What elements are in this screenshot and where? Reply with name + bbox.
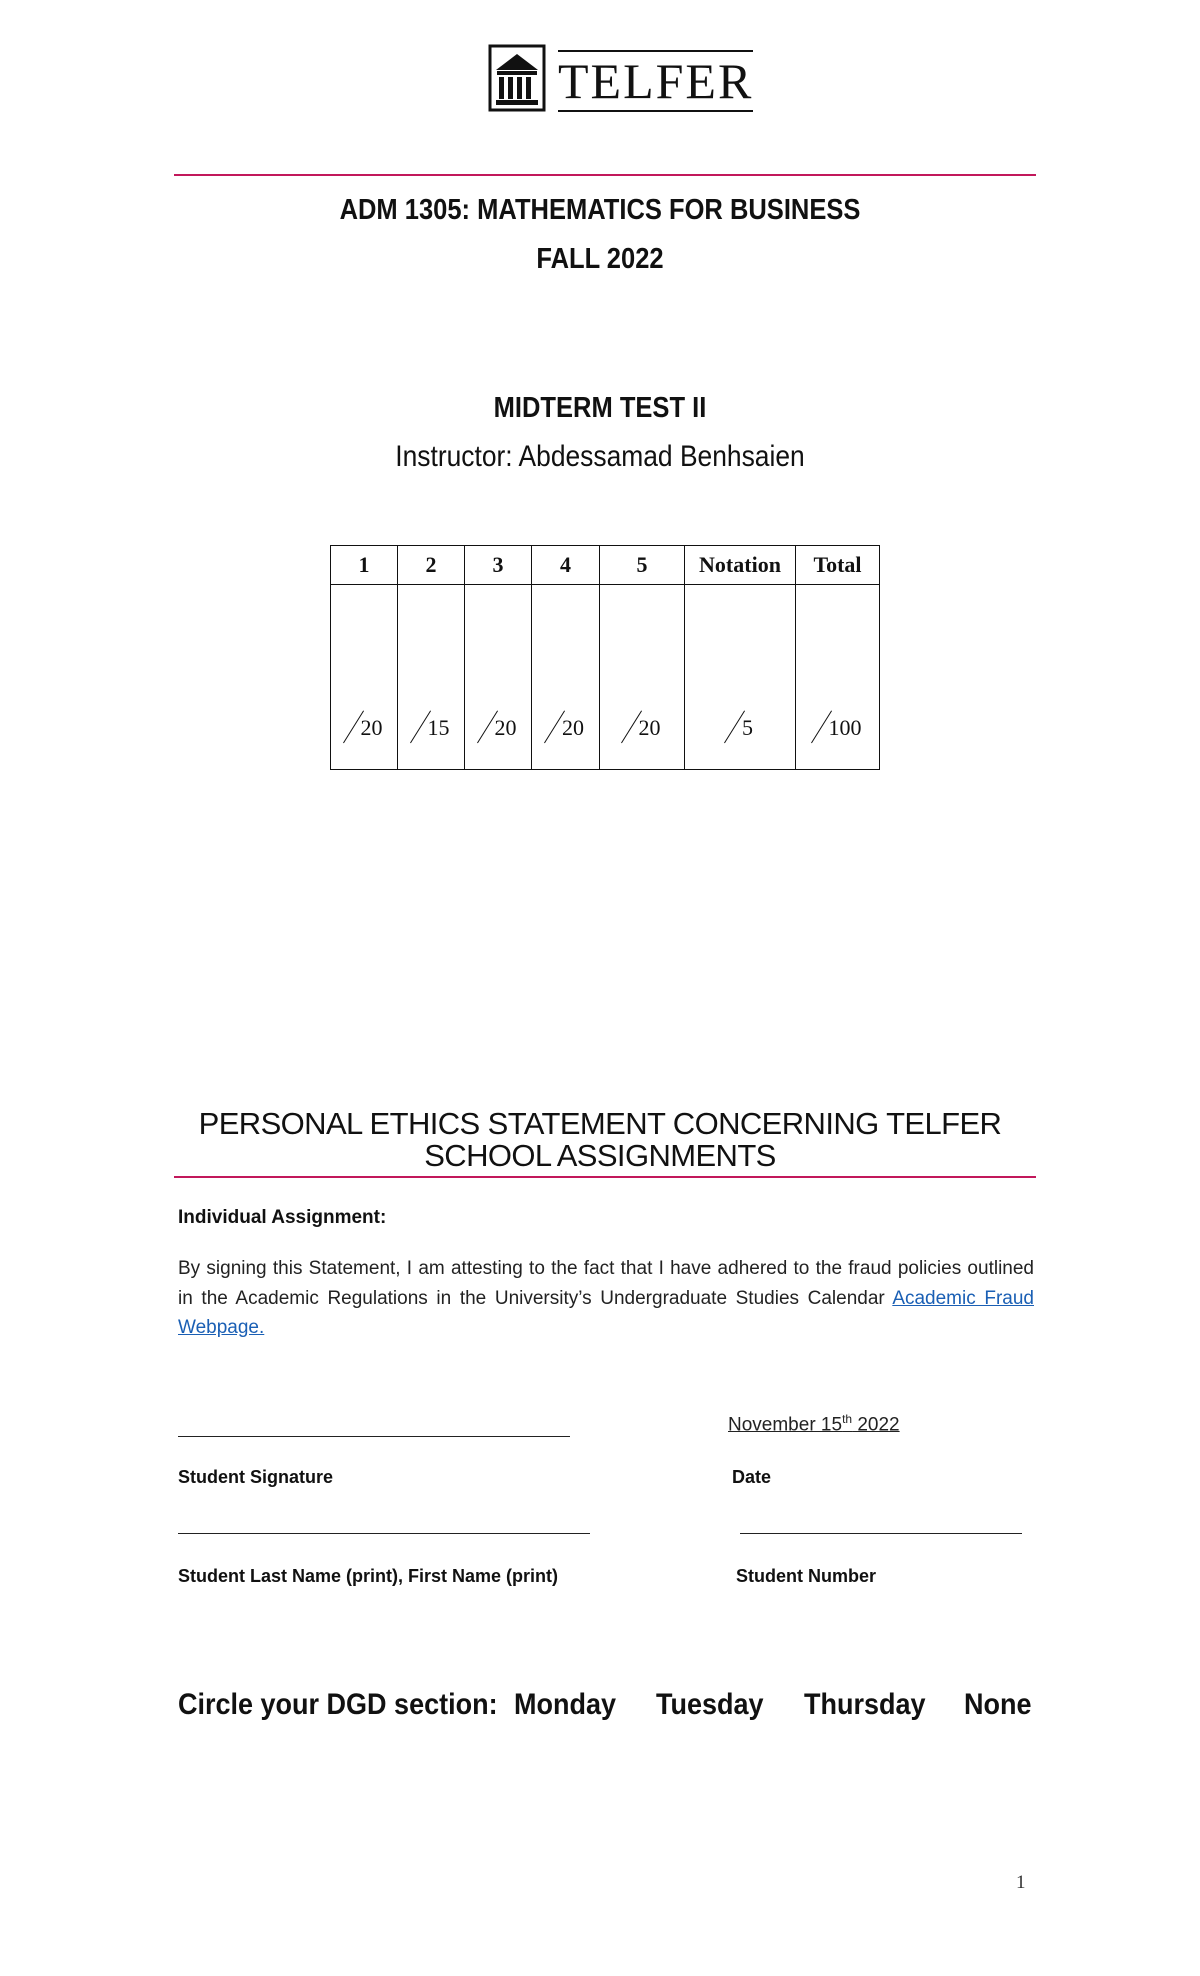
ethics-body-text: By signing this Statement, I am attesting to the fact that I have adhered to the fraud policies outlined in the Academic Regulations in the University’s Undergraduate Studies Calendar <box>178 1258 1034 1309</box>
slash-mark <box>480 709 494 743</box>
marks-header-row <box>331 546 880 585</box>
max-score-q4: 20 <box>562 715 584 740</box>
marks-header-q1: 1 <box>331 546 398 585</box>
score-cell-q1[interactable] <box>331 585 398 770</box>
dgd-option-tuesday[interactable]: Tuesday <box>656 1688 764 1721</box>
individual-assignment-label: Individual Assignment: <box>178 1207 387 1228</box>
score-cell-q4[interactable] <box>532 585 600 770</box>
course-title-text: ADM 1305: MATHEMATICS FOR BUSINESS <box>339 194 861 226</box>
term-text: FALL 2022 <box>536 243 664 275</box>
date-sup: th <box>842 1412 853 1426</box>
score-cell-total[interactable] <box>796 585 880 770</box>
slash-mark <box>624 709 638 743</box>
ethics-body <box>178 1254 1034 1343</box>
slash-mark <box>814 709 828 743</box>
student-signature-label: Student Signature <box>178 1467 334 1487</box>
marks-table <box>330 545 880 770</box>
marks-header-q5: 5 <box>600 546 685 585</box>
ethics-title-line2: SCHOOL ASSIGNMENTS <box>424 1138 776 1173</box>
score-cell-q2[interactable] <box>398 585 465 770</box>
marks-header-q3: 3 <box>465 546 532 585</box>
slash-mark <box>346 709 360 743</box>
dgd-option-none[interactable]: None <box>964 1688 1032 1721</box>
telfer-logo <box>488 44 754 112</box>
max-score-q5: 20 <box>638 715 661 740</box>
marks-score-row <box>331 585 880 770</box>
student-name-field[interactable] <box>178 1533 590 1534</box>
course-title <box>0 194 1200 227</box>
student-number-field[interactable] <box>740 1533 1022 1534</box>
max-score-q1: 20 <box>360 715 383 740</box>
student-number-label: Student Number <box>736 1566 877 1586</box>
dgd-option-thursday[interactable]: Thursday <box>804 1688 926 1721</box>
marks-header-q4: 4 <box>532 546 600 585</box>
dgd-option-monday[interactable]: Monday <box>514 1688 617 1721</box>
slash-mark <box>727 709 741 743</box>
ethics-title-line1: PERSONAL ETHICS STATEMENT CONCERNING TELFER <box>198 1106 1002 1141</box>
date-value <box>728 1412 900 1436</box>
dgd-section-row <box>178 1688 1034 1732</box>
student-name-label: Student Last Name (print), First Name (print) <box>178 1566 559 1586</box>
instructor-text: Instructor: Abdessamad Benhsaien <box>395 440 805 473</box>
building-columns-icon <box>488 44 546 112</box>
score-cell-notation[interactable] <box>685 585 796 770</box>
slash-mark <box>547 709 561 743</box>
max-score-notation: 5 <box>742 715 753 740</box>
academic-fraud-link[interactable]: Academic Fraud Webpage. <box>178 1287 1034 1338</box>
test-title <box>0 392 1200 425</box>
test-title-text: MIDTERM TEST II <box>493 392 707 424</box>
ethics-title <box>0 1108 1200 1172</box>
instructor <box>0 440 1200 474</box>
max-score-q2: 15 <box>427 715 450 740</box>
header-divider <box>174 174 1036 176</box>
date-main: November 15 <box>728 1414 843 1436</box>
max-score-q3: 20 <box>494 715 517 740</box>
page-number: 1 <box>1016 1872 1026 1893</box>
dgd-section-label: Circle your DGD section: <box>178 1688 498 1721</box>
term <box>0 243 1200 276</box>
marks-header-notation: Notation <box>685 546 796 585</box>
score-cell-q3[interactable] <box>465 585 532 770</box>
marks-header-q2: 2 <box>398 546 465 585</box>
date-label: Date <box>732 1467 772 1487</box>
date-year: 2022 <box>852 1414 900 1436</box>
slash-mark <box>413 709 427 743</box>
ethics-divider <box>174 1176 1036 1178</box>
max-score-total: 100 <box>828 715 862 740</box>
score-cell-q5[interactable] <box>600 585 685 770</box>
marks-header-total: Total <box>796 546 880 585</box>
student-signature-field[interactable] <box>178 1436 570 1437</box>
logo-text: TELFER <box>558 50 753 106</box>
